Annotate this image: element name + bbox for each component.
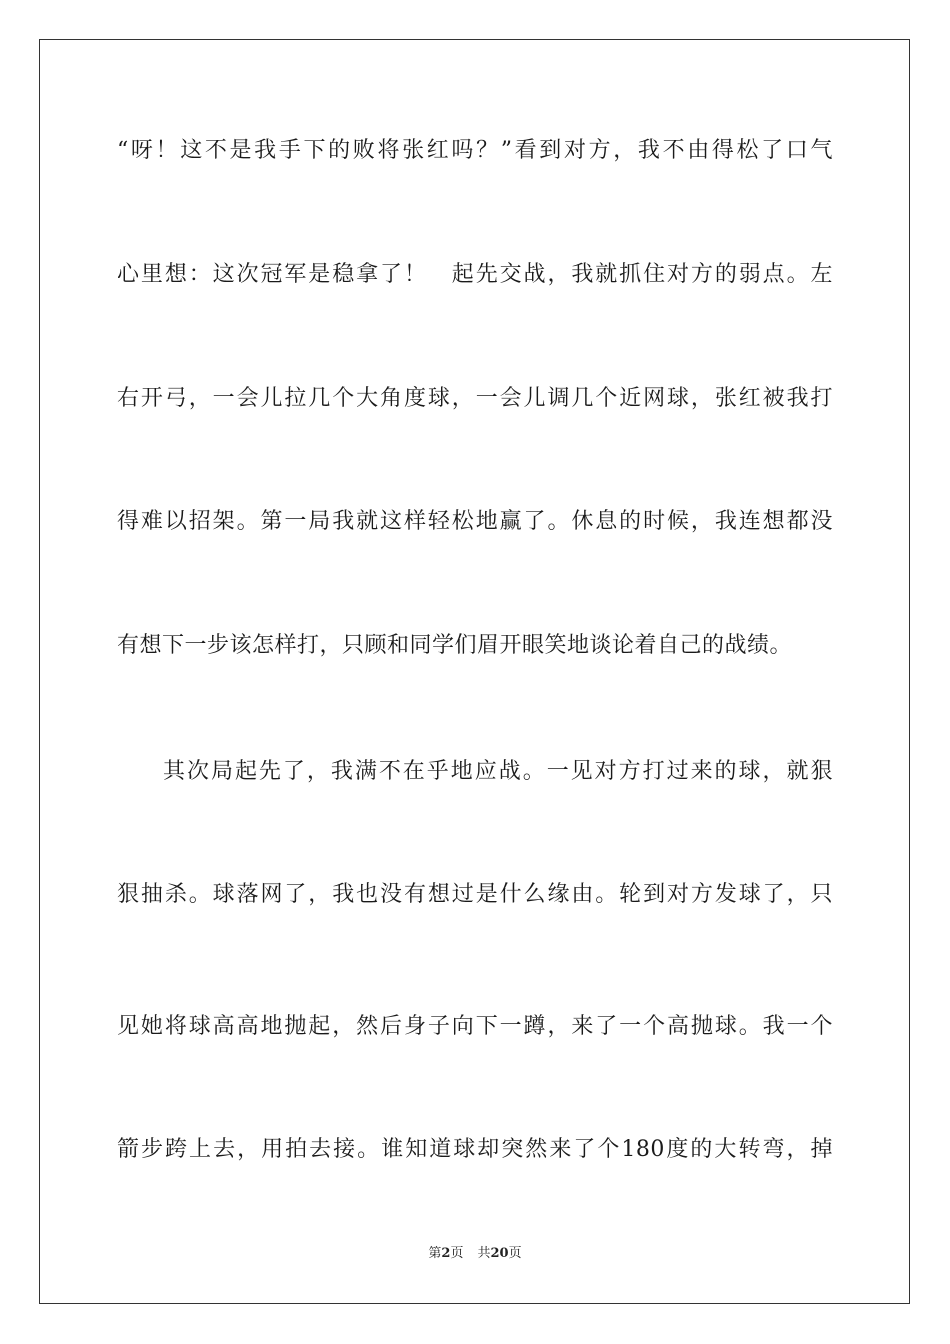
total-prefix: 共: [477, 1246, 491, 1261]
paragraph-start-line: 其次局起先了，我满不在乎地应战。一见对方打过来的球，就狠: [163, 759, 833, 784]
text-line: 见她将球高高地抛起，然后身子向下一蹲，来了一个高抛球。我一个: [117, 1014, 833, 1039]
page-border: [39, 39, 910, 1304]
page-prefix: 第: [428, 1246, 442, 1261]
page-footer: [0, 1245, 950, 1263]
text-line: 得难以招架。第一局我就这样轻松地赢了。休息的时候，我连想都没: [117, 509, 833, 534]
total-pages: 20: [490, 1246, 509, 1261]
text-line: 右开弓，一会儿拉几个大角度球，一会儿调几个近网球，张红被我打: [117, 386, 833, 411]
text-line: 狠抽杀。球落网了，我也没有想过是什么缘由。轮到对方发球了，只: [117, 882, 833, 907]
total-suffix: 页: [508, 1246, 522, 1261]
page-suffix: 页: [450, 1246, 464, 1261]
text-line: “呀！这不是我手下的败将张红吗？”看到对方，我不由得松了口气: [117, 138, 833, 163]
text-line: 心里想：这次冠军是稳拿了！ 起先交战，我就抓住对方的弱点。左: [117, 262, 833, 287]
text-line: 箭步跨上去，用拍去接。谁知道球却突然来了个180度的大转弯，掉: [117, 1137, 833, 1162]
page-number: 2: [441, 1246, 451, 1261]
paragraph-end-line: 有想下一步该怎样打，只顾和同学们眉开眼笑地谈论着自己的战绩。: [117, 633, 793, 658]
